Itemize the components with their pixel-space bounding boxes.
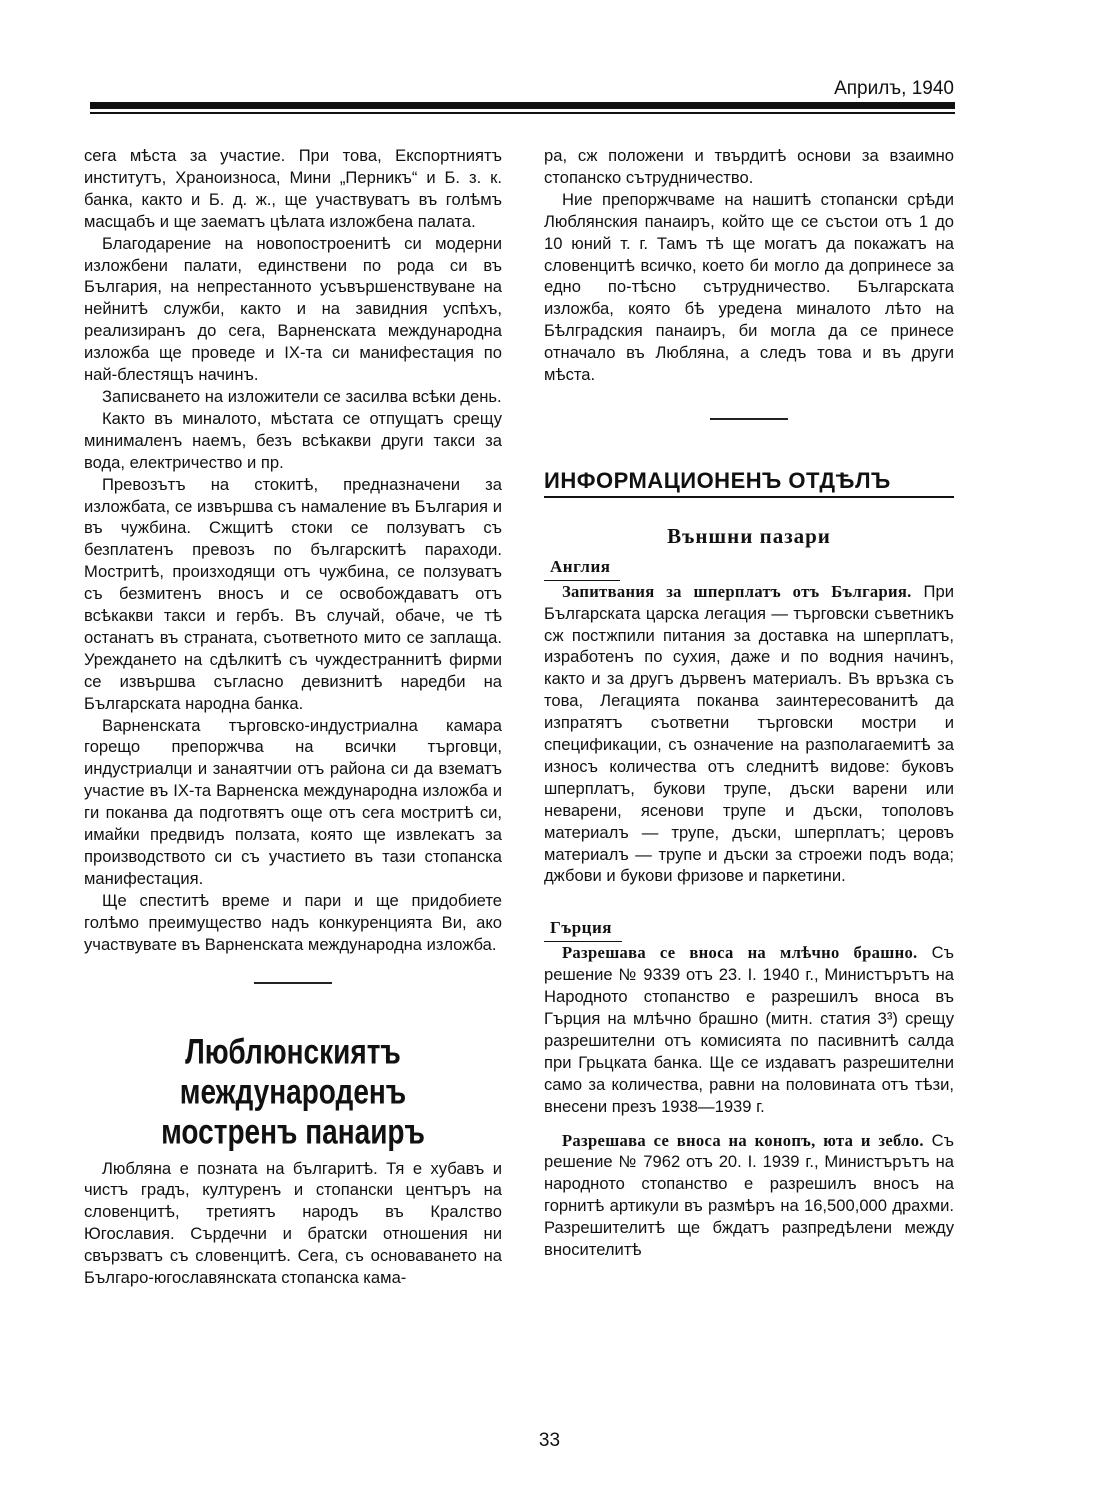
article-title-line: мостренъ панаиръ (161, 1111, 425, 1151)
paragraph: ра, сж положени и твърдитѣ основи за взаимно стопанско сътрудничество. (544, 146, 954, 187)
paragraph: Превозътъ на стокитѣ, предназначени за изложбата, се извършва съ намаление въ България и въ чужбина. Сжщитѣ стоки се ползуватъ съ безплатенъ превозъ по българскитѣ параходи. Мостритѣ, произходящи отъ чужбина, се ползуватъ съ безмитенъ вносъ и се освобождаватъ отъ всѣкакви такси и гербъ. Въ случай, обаче, че тѣ останатъ въ страната, съответното мито се заплаща. Уреждането на сдѣлкитѣ съ чуждестраннитѣ фирми се извършва съгласно девизнитѣ наредби на Българската народна банка. (84, 474, 502, 713)
paragraph: Записването на изложители се засилва всѣки день. (102, 386, 502, 406)
paragraph: Ще спеститѣ време и пари и ще придобиете голѣмо преимущество надъ конкуренцията Ви, ако участвувате въ Варненската международна изложба. (84, 890, 502, 954)
paragraph: Варненската търговско-индустриална камара горещо препоржчва на всички търговци, индустриалци и занаятчии отъ района си да взематъ участие въ IX-та Варненска международна изложба и ги поканва да подготвятъ още отъ сега мостритѣ си, имайки предвидъ ползата, която ще извлекатъ за производството си съ участието въ тази стопанска манифестация. (84, 715, 502, 888)
section-divider (710, 418, 788, 420)
page-number: 33 (538, 1430, 561, 1451)
article-title-line: Люблюнскиятъ международенъ (179, 1031, 407, 1111)
news-item-text: Съ решение № 9339 отъ 23. I. 1940 г., Министърътъ на Народното стопанство е разрешилъ вноса въ Гърция на млѣчно брашно (митн. статия 3³) срещу разрешителни отъ комисията по пасивнитѣ салда при Грьцката банка. Ще се издаватъ разрешителни само за количества, равни на половината отъ тѣзи, внесени презъ 1938—1939 г. (544, 943, 954, 1116)
country-label: Гърция (544, 917, 622, 942)
news-item (544, 942, 954, 1117)
country-label: Англия (544, 556, 620, 581)
news-item (544, 581, 954, 888)
subsection-heading: Външни пазари (667, 523, 831, 548)
header-rule (90, 102, 955, 109)
paragraph: Любляна е позната на българитѣ. Тя е хубавъ и чистъ градъ, културенъ и стопански центъръ на словенцитѣ, третиятъ народъ въ Кралство Югославия. Сърдечни и братски отношения ни свързватъ съ словенцитѣ. Сега, съ основаването на Българо-югославянската стопанска кама- (84, 1158, 502, 1288)
paragraph: сега мѣста за участие. При това, Експортниятъ институтъ, Храноизноса, Мини „Перникъ“ и Б. з. к. банка, както и Б. д. ж., ще участвуватъ въ голѣмъ масщабъ и ще заематъ цѣлата изложбена палата. (84, 146, 502, 231)
news-item (544, 1130, 954, 1261)
section-heading: ИНФОРМАЦИОНЕНЪ ОТДѢЛЪ (544, 470, 954, 498)
article-title (84, 1032, 502, 1152)
paragraph: Ние препоржчваме на нашитѣ стопански срѣди Люблянския панаиръ, който ще се състои отъ 1 до 10 юний т. г. Тамъ тѣ ще могатъ да покажатъ на словенцитѣ всичко, което би могло да допринесе за едно по-тѣсно сътрудничество. Българската изложба, която бѣ уредена миналото лѣто на Бѣлградския панаиръ, би могла да се принесе отначало въ Любляна, а следъ това и въ други мѣста. (544, 189, 954, 385)
country-label-wrap (544, 909, 954, 942)
section-divider (254, 982, 332, 984)
news-item-title: Запитвания за шперплатъ отъ България. (562, 581, 912, 601)
paragraph: Както въ миналото, мѣстата се отпущатъ срещу минималенъ наемъ, безъ всѣкакви други такси за вода, електричество и пр. (84, 408, 502, 472)
left-column (84, 145, 502, 1289)
news-item-title: Разрешава се вноса на млѣчно брашно. (562, 943, 918, 963)
news-item-text: Съ решение № 7962 отъ 20. I. 1939 г., Министърътъ на народното стопанство е разрешилъ вносъ на горнитѣ артикули въ размѣръ на 16,500,000 драхми. Разрешителитѣ ще бждатъ разпредѣлени между вносителитѣ (544, 1130, 954, 1260)
right-column (544, 145, 954, 1261)
news-item-text: При Българската царска легация — търговски съветникъ сж постжпили питания за доставка на шперплатъ, изработенъ по сухия, даже и по водния начинъ, както и за другъ дървенъ материалъ. Въ връзка съ това, Легацията поканва заинтересованитѣ да изпратятъ съответни търговски мостри и спецификации, съ означение на разполагаемитѣ за износъ количества отъ следнитѣ видове: буковъ шперплатъ, букови трупе, дъски варени или неварени, ясенови трупе и дъски, тополовъ материалъ — трупе, дъски, шперплатъ; церовъ материалъ — трупе и дъски за строежи подъ вода; джбови и букови фризове и паркетини. (544, 581, 954, 886)
country-label-wrap (544, 548, 954, 581)
article-body (84, 1158, 502, 1289)
header-date: Априлъ, 1940 (834, 78, 954, 99)
news-item-title: Разрешава се вноса на конопъ, юта и зебло. (562, 1130, 924, 1150)
paragraph: Благодарение на новопостроенитѣ си модерни изложбени палати, единствени по рода си въ България, на непрестанното усъвършенствуване на нейнитѣ служби, както и на завидния успѣхъ, реализиранъ до сега, Варненската международна изложба ще проведе и IX-та си манифестация по най-блестящъ начинъ. (84, 233, 502, 385)
header-rule-thin (90, 112, 955, 114)
